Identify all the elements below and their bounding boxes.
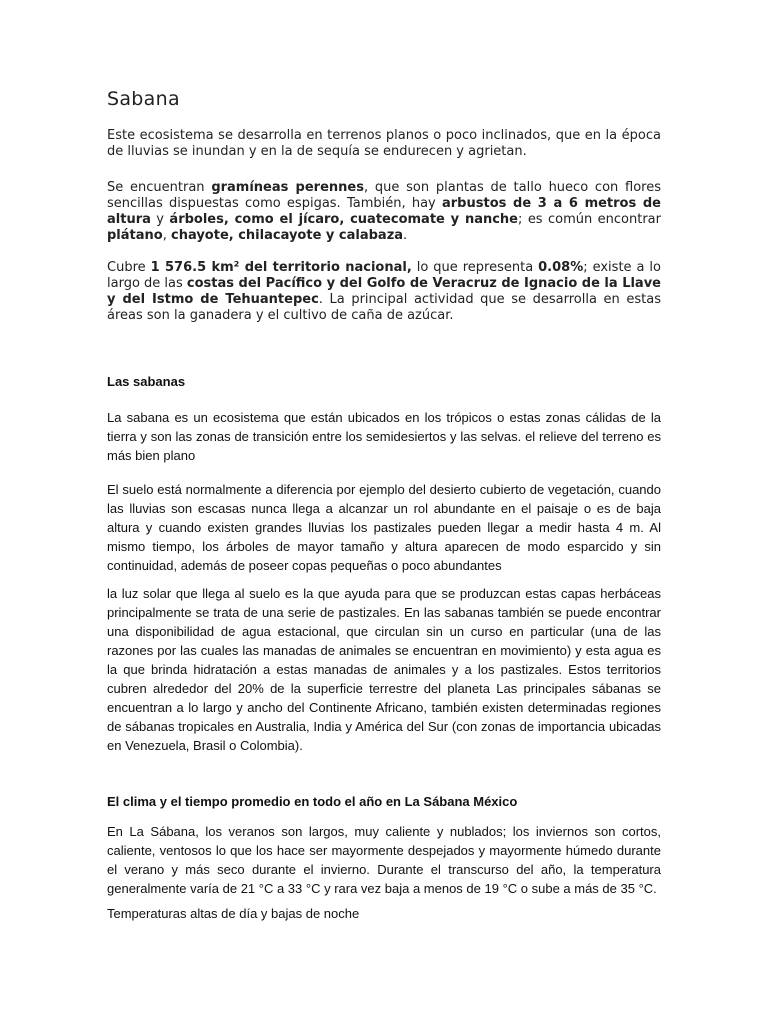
text-run: , que son plantas de tallo hueco con flores sencillas dispuestas como espigas. También, hay — [107, 180, 662, 211]
text-run: ; existe a lo largo de las — [107, 260, 661, 291]
sabana-coverage-paragraph — [107, 260, 661, 324]
bold-run: 1 576.5 km² del territorio nacional, — [150, 260, 412, 275]
sabana-intro-paragraph: Este ecosistema se desarrolla en terrenos planos o poco inclinados, que en la época de lluvias se inundan y en la de sequía se endurecen y agrietan. — [107, 128, 661, 159]
text-run: ; es común encontrar — [518, 212, 661, 227]
page-title: Sabana — [107, 88, 180, 110]
clima-heading: El clima y el tiempo promedio en todo el año en La Sábana México — [107, 794, 518, 809]
sabana-vegetation-paragraph — [107, 180, 661, 244]
text-run: . La principal actividad que se desarrolla en estas áreas son la ganadera y el cultivo de caña de azúcar. — [107, 292, 661, 323]
text-run: , — [162, 228, 171, 243]
las-sabanas-heading: Las sabanas — [107, 374, 186, 389]
las-sabanas-paragraph-1: La sabana es un ecosistema que están ubicados en los trópicos o estas zonas cálidas de la tierra y son las zonas de transición entre los semidesiertos y las selvas. el relieve del terreno es más bien plano — [107, 410, 661, 463]
bold-run: gramíneas perennes — [211, 180, 364, 195]
text-run: . — [403, 228, 408, 243]
text-run: Se encuentran — [107, 180, 212, 195]
text-run: Cubre — [107, 260, 151, 275]
text-run: y — [150, 212, 170, 227]
clima-subheading: Temperaturas altas de día y bajas de noche — [107, 906, 360, 921]
bold-run: chayote, chilacayote y calabaza — [170, 228, 404, 243]
bold-run: costas del Pacífico y del Golfo de Veracruz de Ignacio de la Llave y del Istmo de Tehuantepec — [107, 276, 661, 307]
bold-run: 0.08% — [538, 260, 584, 275]
las-sabanas-paragraph-3: la luz solar que llega al suelo es la que ayuda para que se produzcan estas capas herbáceas principalmente se trata de una serie de pastizales. En las sabanas también se puede encontrar una disponibilidad de agua estacional, que circulan sin un curso en particular (una de las razones por las cuales las manadas de animales se encuentran en movimiento) y esta agua es la que brinda hidratación a estas manadas de animales y a los pastizales. Estos territorios cubren alrededor del 20% de la superficie terrestre del planeta Las principales sábanas se encuentran a lo largo y ancho del Continente Africano, también existen determinadas regiones de sábanas tropicales en Australia, India y América del Sur (con zonas de importancia ubicadas en Venezuela, Brasil o Colombia). — [107, 586, 661, 753]
bold-run: plátano — [107, 228, 163, 243]
clima-paragraph: En La Sábana, los veranos son largos, muy caliente y nublados; los inviernos son cortos, caliente, ventosos lo que los hace ser mayormente despejados y mayormente húmedo durante el verano y más seco durante el invierno. Durante el transcurso del año, la temperatura generalmente varía de 21 °C a 33 °C y rara vez baja a menos de 19 °C o sube a más de 35 °C. — [107, 824, 661, 896]
text-run: lo que representa — [411, 260, 539, 275]
bold-run: árboles, como el jícaro, cuatecomate y nanche — [169, 212, 519, 227]
bold-run: arbustos de 3 a 6 metros de altura — [107, 196, 661, 227]
las-sabanas-paragraph-2: El suelo está normalmente a diferencia por ejemplo del desierto cubierto de vegetación, cuando las lluvias son escasas nunca llega a alcanzar un rol abundante en el paisaje o es de baja altura y cuando existen grandes lluvias los pastizales pueden llegar a medir hasta 4 m. Al mismo tiempo, los árboles de mayor tamaño y altura aparecen de modo esparcido y sin continuidad, además de poseer copas pequeñas o poco abundantes — [107, 482, 661, 573]
